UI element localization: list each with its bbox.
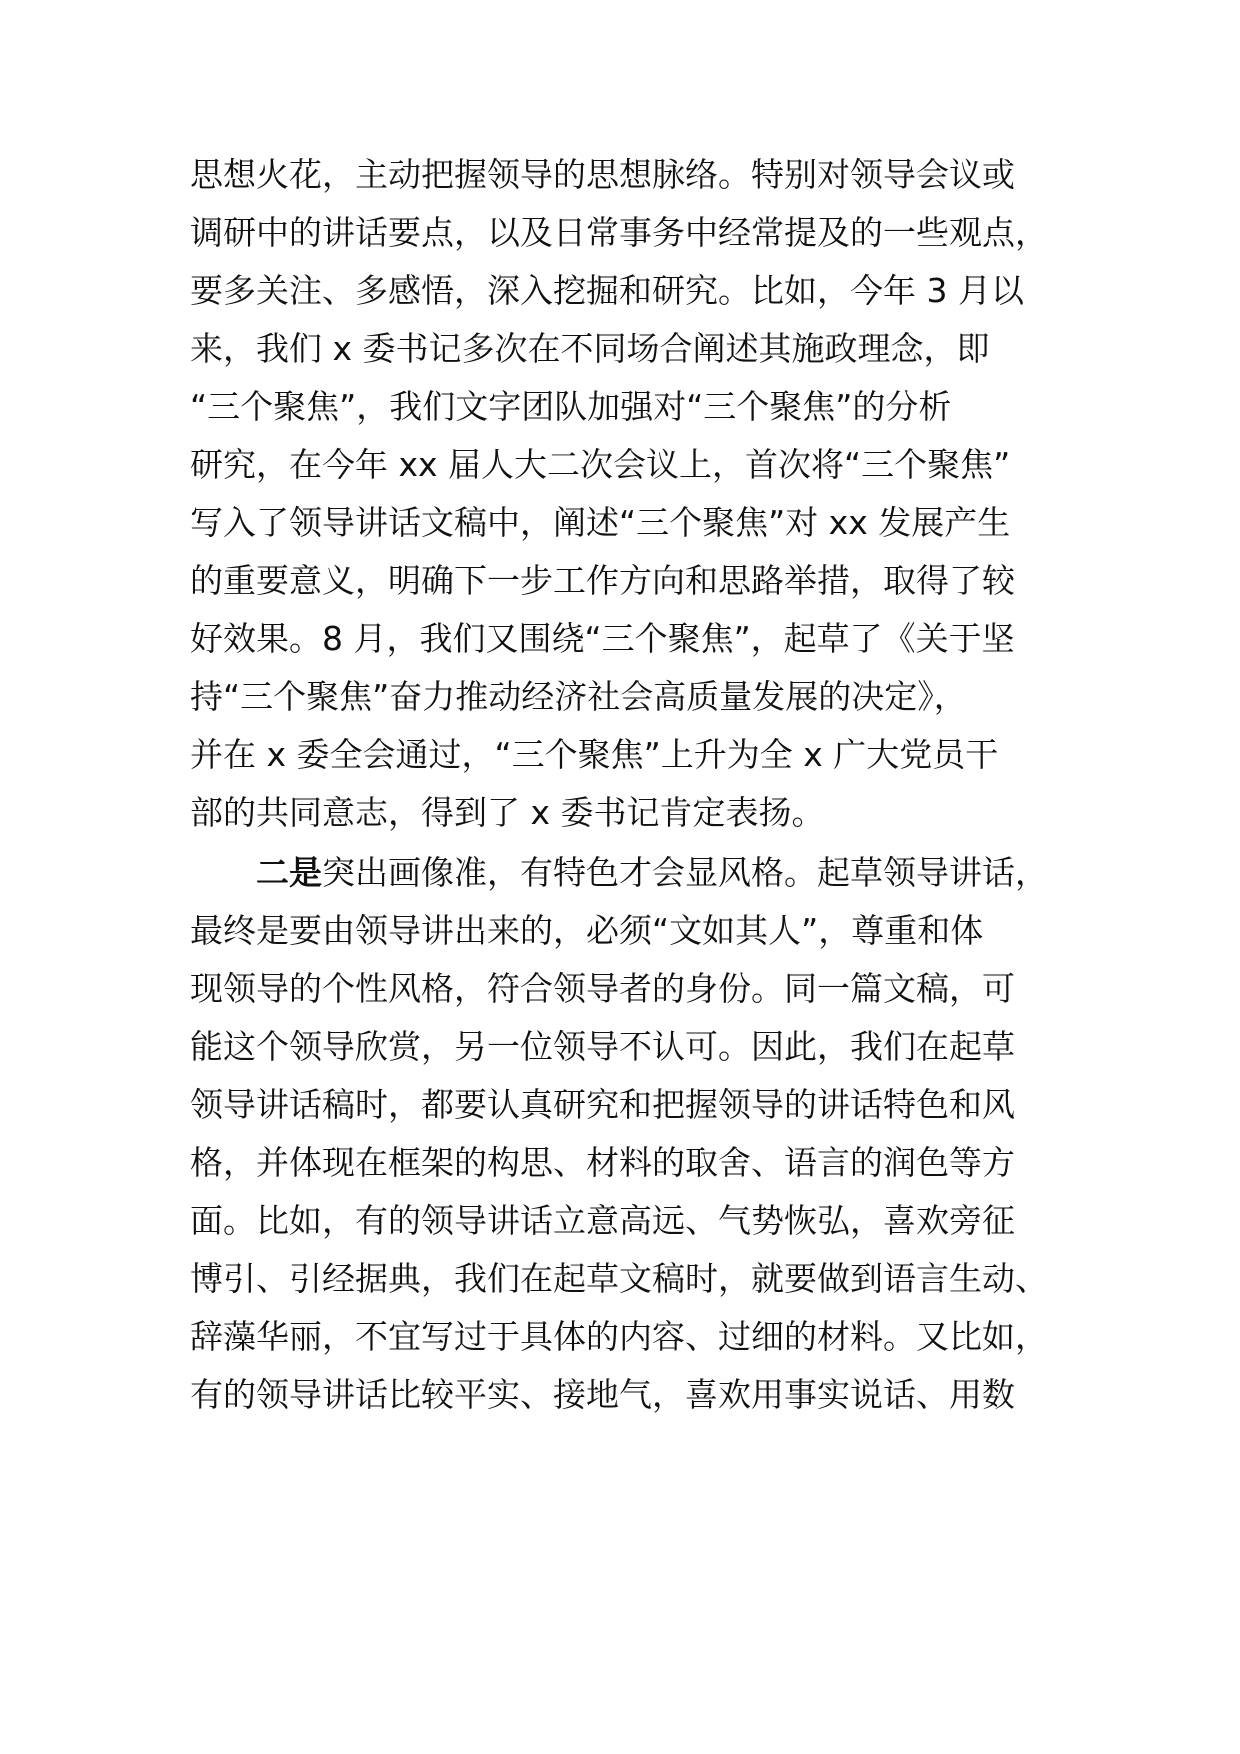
paragraph2-line-4: 能这个领导欣赏，另一位领导不认可。因此，我们在起草 xyxy=(190,1027,1015,1066)
paragraph1-line-7: 写入了领导讲话文稿中，阐述“三个聚焦”对 xx 发展产生 xyxy=(190,503,1011,542)
paragraph2-line-5: 领导讲话稿时，都要认真研究和把握领导的讲话特色和风 xyxy=(190,1085,1015,1124)
paragraph1-line-8: 的重要意义，明确下一步工作方向和思路举措，取得了较 xyxy=(190,561,1015,600)
paragraph1-line-5: “三个聚焦”，我们文字团队加强对“三个聚焦”的分析 xyxy=(190,387,952,426)
paragraph1-line-12: 部的共同意志，得到了 x 委书记肯定表扬。 xyxy=(190,793,825,832)
paragraph2-line-10: 有的领导讲话比较平实、接地气，喜欢用事实说话、用数 xyxy=(190,1375,1015,1414)
paragraph1-line-6: 研究，在今年 xx 届人大二次会议上，首次将“三个聚焦” xyxy=(190,445,1011,484)
paragraph2-line-8: 博引、引经据典，我们在起草文稿时，就要做到语言生动、 xyxy=(190,1259,1048,1298)
paragraph2-first-line xyxy=(256,853,1048,893)
paragraph1-line-9: 好效果。8 月，我们又围绕“三个聚焦”，起草了《关于坚 xyxy=(190,619,1015,658)
paragraph2-first-rest: 突出画像准，有特色才会显风格。起草领导讲话， xyxy=(322,853,1048,892)
paragraph2-line-3: 现领导的个性风格，符合领导者的身份。同一篇文稿，可 xyxy=(190,969,1015,1008)
paragraph2-lead: 二是 xyxy=(256,853,322,892)
paragraph1-line-3: 要多关注、多感悟，深入挖掘和研究。比如，今年 3 月以 xyxy=(190,271,1024,310)
paragraph2-line-2: 最终是要由领导讲出来的，必须“文如其人”，尊重和体 xyxy=(190,911,984,950)
document-body xyxy=(190,0,1070,1754)
paragraph2-line-6: 格，并体现在框架的构思、材料的取舍、语言的润色等方 xyxy=(190,1143,1015,1182)
paragraph2-line-7: 面。比如，有的领导讲话立意高远、气势恢弘，喜欢旁征 xyxy=(190,1201,1015,1240)
paragraph1-line-11: 并在 x 委全会通过，“三个聚焦”上升为全 x 广大党员干 xyxy=(190,735,999,774)
paragraph1-line-10: 持“三个聚焦”奋力推动经济社会高质量发展的决定》， xyxy=(190,677,967,716)
paragraph1-line-1: 思想火花，主动把握领导的思想脉络。特别对领导会议或 xyxy=(190,155,1015,194)
paragraph2-line-9: 辞藻华丽，不宜写过于具体的内容、过细的材料。又比如， xyxy=(190,1317,1048,1356)
paragraph1-line-4: 来，我们 x 委书记多次在不同场合阐述其施政理念，即 xyxy=(190,329,990,368)
paragraph1-line-2: 调研中的讲话要点，以及日常事务中经常提及的一些观点， xyxy=(190,213,1048,252)
